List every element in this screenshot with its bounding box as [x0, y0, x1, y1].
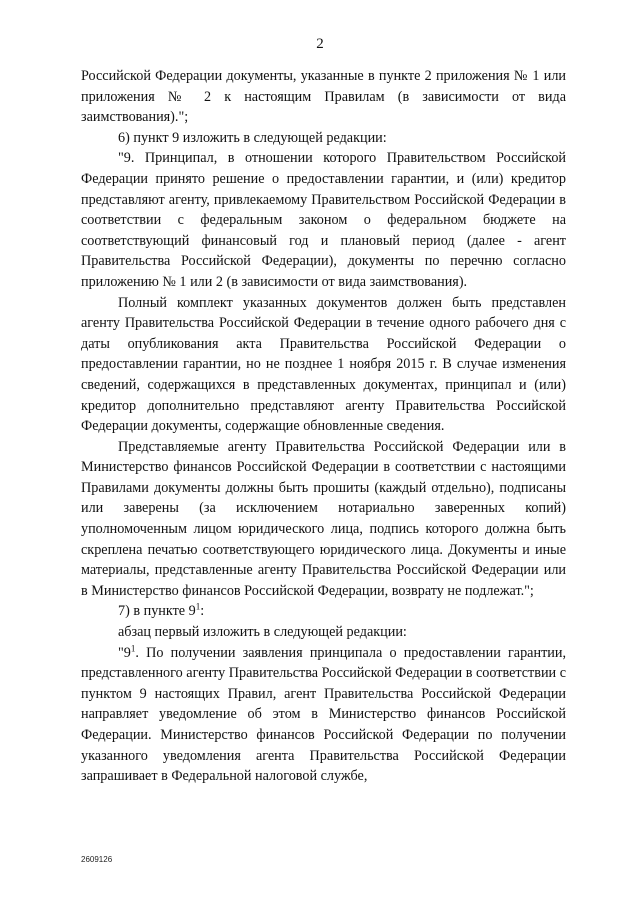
paragraph-2: 6) пункт 9 изложить в следующей редакции: [118, 129, 387, 146]
paragraph-8 [81, 643, 566, 787]
paragraph-5: Представляемые агенту Правительства Российской Федерации или в Министерство финансов Российской Федерации в соответствии с настоящими Правилами документы должны быть прошиты (каждый отдельно), подписаны или заверены (за исключением нотариально заверенных копий) уполномоченным лицом юридического лица, подпись которого должна быть скреплена печатью соответствующего юридического лица. Документы и иные материалы, представленные агенту Правительства Российской Федерации или в Министерство финансов Российской Федерации, возврату не подлежат."; [81, 438, 566, 599]
document-body [81, 66, 566, 787]
page-number: 2 [316, 36, 324, 52]
paragraph-6-suffix: : [200, 603, 205, 620]
paragraph-4: Полный комплект указанных документов должен быть представлен агенту Правительства Российской Федерации в течение одного рабочего дня с даты опубликования акта Правительства Российской Федерации о предоставлении гарантии, но не позднее 1 ноября 2015 г. В случае изменения сведений, содержащихся в представленных документах, принципал и (или) кредитор дополнительно представляют агенту Правительства Российской Федерации документы, содержащие обновленные сведения. [81, 294, 566, 435]
paragraph-1: Российской Федерации документы, указанные в пункте 2 приложения № 1 или приложения № 2 к настоящим Правилам (в зависимости от вида заимствования)."; [81, 68, 566, 126]
paragraph-8-suffix: . По получении заявления принципала о предоставлении гарантии, представленного агенту Правительства Российской Федерации в соответствии с пунктом 9 настоящих Правил, агент Правительства Российской Федерации направляет уведомление об этом в Министерство финансов Российской Федерации. Министерство финансов Российской Федерации по получении указанного уведомления агента Правительства Российской Федерации запрашивает в Федеральной налоговой службе, [81, 644, 566, 785]
paragraph-7: абзац первый изложить в следующей редакции: [118, 624, 407, 641]
paragraph-6-superscript: 1 [195, 601, 201, 612]
paragraph-6-text: 7) в пункте 9 [118, 603, 196, 620]
paragraph-3: "9. Принципал, в отношении которого Правительством Российской Федерации принято решение о предоставлении гарантии, и (или) кредитор представляют агенту, привлекаемому Правительством Российской Федерации в соответствии с федеральным законом о федеральном бюджете на соответствующий финансовый год и плановый период (далее - агент Правительства Российской Федерации), документы по перечню согласно приложению № 1 или 2 (в зависимости от вида заимствования). [81, 150, 566, 290]
paragraph-8-superscript: 1 [130, 642, 136, 653]
document-code: 2609126 [81, 855, 113, 864]
paragraph-6 [81, 601, 566, 622]
paragraph-8-text: "9 [118, 644, 131, 661]
